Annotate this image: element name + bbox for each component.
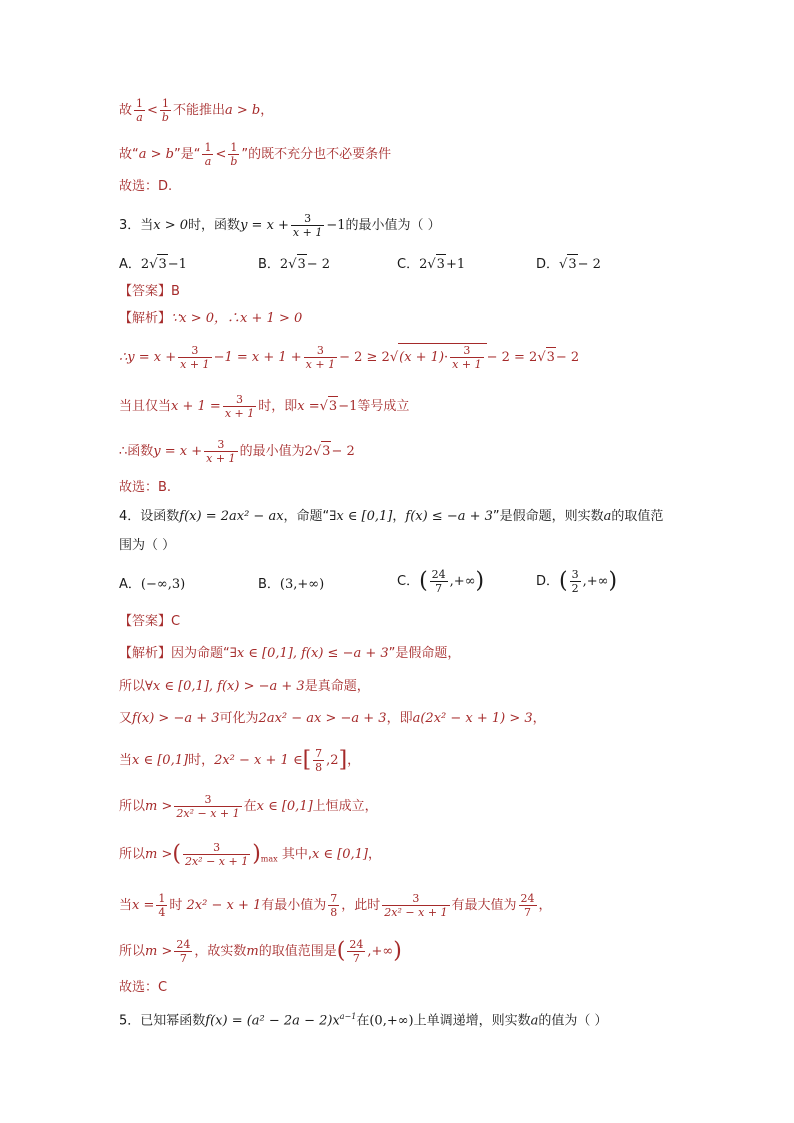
radicand: 3 bbox=[546, 347, 556, 368]
text: ， bbox=[347, 753, 361, 768]
option-a bbox=[119, 575, 185, 595]
text: 的值为（ ） bbox=[538, 1013, 608, 1029]
analysis-line bbox=[119, 343, 579, 371]
math: 2 bbox=[140, 257, 150, 272]
symbol: √ bbox=[559, 257, 568, 272]
numerator: 3 bbox=[213, 841, 221, 854]
math: x ∈ [0,1] bbox=[256, 799, 313, 814]
denominator: 7 bbox=[174, 951, 192, 965]
symbol: √ bbox=[537, 350, 546, 365]
option-label: D． bbox=[536, 574, 560, 589]
option-a bbox=[119, 254, 187, 275]
symbol: √ bbox=[319, 399, 328, 414]
math: 2 bbox=[279, 257, 289, 272]
math: ,+∞ bbox=[449, 574, 476, 589]
fraction bbox=[450, 344, 483, 371]
analysis-line bbox=[119, 644, 460, 664]
radicand: 3 bbox=[436, 254, 446, 275]
math: −1 = x + 1 + bbox=[213, 350, 302, 365]
numerator: 1 bbox=[161, 97, 169, 110]
text: 4．设函数 bbox=[119, 509, 180, 524]
text: 的取值范 bbox=[611, 509, 664, 524]
denominator: a bbox=[202, 154, 213, 168]
math: ,2 bbox=[326, 753, 339, 768]
fraction bbox=[382, 892, 449, 919]
math: (x + 1) bbox=[399, 350, 445, 365]
question-3-stem bbox=[119, 212, 441, 239]
math: m > bbox=[145, 847, 173, 862]
math: − 2 bbox=[555, 350, 580, 365]
text: 所以 bbox=[119, 847, 146, 862]
option-d: D．( $\frac{3}{2}$ ,+∞) bbox=[536, 568, 618, 595]
analysis-line bbox=[119, 677, 370, 697]
text: 3．当 bbox=[119, 218, 154, 233]
text-line bbox=[119, 141, 391, 168]
text: ， bbox=[538, 898, 552, 913]
text-line: 故选：B. bbox=[119, 480, 172, 495]
analysis-label: 【解析】 bbox=[119, 311, 172, 326]
text: 上恒成立， bbox=[312, 799, 378, 814]
math: ∃x ∈ [0,1], f(x) ≤ −a + 3 bbox=[229, 646, 389, 661]
analysis-line bbox=[119, 709, 546, 729]
fraction bbox=[304, 344, 337, 371]
math: x ∈ [0,1] bbox=[132, 753, 189, 768]
text: ”是假命题，则实数 bbox=[492, 509, 604, 524]
fraction bbox=[174, 938, 192, 965]
math: −1 bbox=[167, 257, 187, 272]
denominator: b bbox=[230, 155, 238, 168]
option-c: C．( $\frac{24}{7}$ ,+∞) bbox=[397, 568, 485, 595]
text: ∴函数 bbox=[119, 444, 154, 459]
text: 故“ bbox=[119, 147, 139, 162]
text: ，命题“ bbox=[283, 509, 330, 524]
radicand: 3 bbox=[328, 396, 338, 417]
denominator: x + 1 bbox=[206, 452, 236, 465]
numerator: 7 bbox=[315, 747, 323, 760]
option-label: C． bbox=[397, 257, 420, 272]
numerator: 3 bbox=[412, 892, 420, 905]
analysis-line bbox=[119, 793, 378, 820]
superscript: a−1 bbox=[339, 1012, 357, 1021]
option-label: B． bbox=[258, 577, 280, 592]
text-line: 故选：C bbox=[119, 980, 168, 995]
numerator: 1 bbox=[158, 892, 166, 905]
text: 不能推出 bbox=[172, 103, 225, 118]
numerator: 3 bbox=[217, 438, 225, 451]
text: 其中, bbox=[281, 847, 312, 862]
text: 可化为 bbox=[219, 711, 259, 726]
math: a > b bbox=[224, 103, 261, 118]
denominator: x + 1 bbox=[180, 358, 210, 371]
denominator: 8 bbox=[315, 761, 323, 774]
numerator: 24 bbox=[431, 568, 446, 581]
math: − 2 = 2 bbox=[486, 350, 538, 365]
option-label: B． bbox=[258, 257, 280, 272]
math: (−∞,3) bbox=[140, 577, 186, 592]
radicand: 3 bbox=[321, 441, 331, 462]
analysis-line bbox=[119, 309, 302, 329]
fraction bbox=[223, 393, 256, 420]
math: ,+∞ bbox=[367, 944, 394, 959]
text: ”是假命题， bbox=[388, 646, 461, 661]
math: a > b bbox=[138, 147, 174, 162]
fraction bbox=[160, 97, 171, 124]
math: ∃x ∈ [0,1] bbox=[329, 509, 393, 524]
text: 时， bbox=[188, 753, 215, 768]
question-4-stem bbox=[119, 507, 663, 527]
symbol: √ bbox=[389, 350, 399, 365]
math: y = x + bbox=[153, 444, 203, 459]
math: f(x) = 2ax² − ax bbox=[179, 509, 284, 524]
symbol: < bbox=[215, 147, 227, 162]
analysis-line: 所以m >( $\frac{3}{\text{2x² − x + 1}}$ )$_{max}$ 其中,x ∈ [0,1]， bbox=[119, 841, 382, 868]
denominator: x + 1 bbox=[452, 358, 482, 371]
denominator: 8 bbox=[330, 906, 338, 919]
numerator: 3 bbox=[191, 344, 199, 357]
text: 当且仅当 bbox=[119, 399, 172, 414]
math: ∀x ∈ [0,1], f(x) > −a + 3 bbox=[145, 679, 305, 694]
fraction bbox=[519, 892, 537, 919]
text: 所以 bbox=[119, 799, 146, 814]
text: 当 bbox=[119, 753, 133, 768]
text: 又 bbox=[119, 711, 133, 726]
option-label: D． bbox=[536, 257, 560, 272]
numerator: 1 bbox=[204, 141, 212, 154]
text-line: 故选：D. bbox=[119, 179, 173, 194]
text: ”的既不充分也不必要条件 bbox=[241, 147, 392, 162]
text-line bbox=[119, 97, 273, 124]
option-label: A． bbox=[119, 257, 141, 272]
analysis-line: 当x ∈ [0,1]时，2x² − x + 1 ∈[ $\frac{7}{8}$ ,2]， bbox=[119, 747, 361, 774]
math: x + 1 = bbox=[171, 399, 221, 414]
option-label: C． bbox=[397, 574, 420, 589]
numerator: 3 bbox=[571, 568, 579, 581]
option-b bbox=[258, 254, 330, 275]
math: −1 bbox=[338, 399, 358, 414]
option-b bbox=[258, 575, 324, 595]
numerator: 1 bbox=[136, 97, 144, 110]
denominator: b bbox=[161, 111, 169, 124]
text: ， bbox=[392, 509, 406, 524]
fraction bbox=[174, 793, 241, 820]
text: ， bbox=[368, 847, 382, 862]
math: f(x) = (a² − 2a − 2)x bbox=[205, 1013, 340, 1029]
denominator: 7 bbox=[430, 581, 448, 595]
math: x = bbox=[132, 898, 155, 913]
symbol: · bbox=[444, 350, 449, 365]
symbol: √ bbox=[149, 257, 158, 272]
math: 2x² − x + 1 ∈ bbox=[214, 753, 303, 768]
text: ， bbox=[532, 711, 546, 726]
denominator: 2x² − x + 1 bbox=[184, 855, 249, 868]
math: x > 0 bbox=[153, 218, 189, 233]
math: a(2x² − x + 1) > 3 bbox=[412, 711, 533, 726]
symbol: √ bbox=[427, 257, 436, 272]
text: ，故实数 bbox=[194, 944, 247, 959]
text: 所以 bbox=[119, 679, 146, 694]
math: − 2 bbox=[306, 257, 331, 272]
text: 有最小值为 bbox=[261, 898, 327, 913]
fraction bbox=[202, 141, 213, 168]
denominator: x + 1 bbox=[305, 358, 336, 371]
radicand: 3 bbox=[157, 254, 167, 275]
radicand bbox=[398, 343, 486, 371]
math: − 2 ≥ 2 bbox=[339, 350, 390, 365]
denominator: 7 bbox=[347, 951, 365, 965]
answer-label: 【答案】B bbox=[119, 284, 180, 299]
fraction bbox=[347, 938, 365, 965]
math: 2 bbox=[419, 257, 428, 272]
fraction bbox=[183, 841, 250, 868]
symbol: < bbox=[147, 103, 158, 118]
numerator: 7 bbox=[330, 892, 338, 905]
text: 时 bbox=[169, 898, 183, 913]
text: ， bbox=[260, 103, 274, 118]
analysis-line bbox=[119, 393, 409, 420]
math: (0,+∞) bbox=[369, 1013, 414, 1029]
radicand: 3 bbox=[297, 254, 307, 275]
text: 有最大值为 bbox=[451, 898, 517, 913]
math: − 2 bbox=[577, 257, 601, 272]
symbol: √ bbox=[312, 444, 322, 459]
text: ”是“ bbox=[173, 147, 201, 162]
fraction bbox=[430, 568, 448, 595]
numerator: 24 bbox=[349, 938, 364, 951]
text: 在 bbox=[356, 1013, 370, 1029]
denominator: 2 bbox=[571, 582, 579, 595]
analysis-line: 所以m > $\frac{24}{7}$ ，故实数m的取值范围是( $\frac{24}{7}$ ,+∞) bbox=[119, 938, 402, 965]
text: 等号成立 bbox=[357, 399, 410, 414]
numerator: 24 bbox=[176, 938, 191, 951]
option-label: A． bbox=[119, 577, 141, 592]
numerator: 3 bbox=[304, 212, 312, 225]
fraction bbox=[178, 344, 211, 371]
fraction bbox=[156, 892, 167, 919]
math: m > bbox=[145, 799, 173, 814]
numerator: 1 bbox=[230, 141, 238, 154]
math: (3,+∞) bbox=[279, 577, 325, 592]
question-4-stem-cont: 围为（ ） bbox=[119, 538, 176, 553]
text: 当 bbox=[119, 898, 133, 913]
denominator: 2x² − x + 1 bbox=[384, 906, 448, 919]
math: x = bbox=[297, 399, 320, 414]
analysis-line bbox=[119, 892, 552, 919]
text: 的最小值为 bbox=[239, 444, 305, 459]
numerator: 3 bbox=[316, 344, 324, 357]
fraction bbox=[228, 141, 239, 168]
math: −1 bbox=[326, 218, 346, 233]
math: ∵x > 0，∴x + 1 > 0 bbox=[171, 311, 303, 326]
text: 的取值范围是 bbox=[258, 944, 337, 959]
text: 故 bbox=[119, 103, 133, 118]
numerator: 3 bbox=[236, 393, 244, 406]
math: y = x + bbox=[240, 218, 289, 233]
math: 2x² − x + 1 bbox=[186, 898, 262, 913]
math: m > bbox=[145, 944, 173, 959]
option-c bbox=[397, 254, 465, 275]
text: ，即 bbox=[386, 711, 413, 726]
text: 在 bbox=[243, 799, 257, 814]
math: +1 bbox=[445, 257, 466, 272]
denominator: 7 bbox=[519, 905, 537, 919]
analysis-line bbox=[119, 438, 355, 465]
math: 2 bbox=[304, 444, 313, 459]
math: ∴y = x + bbox=[119, 350, 177, 365]
numerator: 3 bbox=[204, 793, 212, 806]
text: ，此时 bbox=[341, 898, 381, 913]
math: f(x) ≤ −a + 3 bbox=[405, 509, 493, 524]
denominator: 4 bbox=[158, 906, 166, 919]
fraction bbox=[570, 568, 581, 595]
math: ,+∞ bbox=[582, 574, 609, 589]
fraction bbox=[204, 438, 237, 465]
subscript: max bbox=[260, 854, 278, 864]
math: a bbox=[530, 1013, 539, 1029]
text: 上单调递增，则实数 bbox=[413, 1013, 531, 1029]
fraction bbox=[328, 892, 339, 919]
denominator: x + 1 bbox=[224, 407, 255, 420]
fraction bbox=[313, 747, 324, 774]
fraction bbox=[134, 97, 145, 124]
math: f(x) > −a + 3 bbox=[132, 711, 220, 726]
math: 2ax² − ax > −a + 3 bbox=[258, 711, 387, 726]
math: m bbox=[246, 944, 259, 959]
answer-label: 【答案】C bbox=[119, 614, 181, 629]
denominator: x + 1 bbox=[292, 226, 323, 239]
text: 的最小值为（ ） bbox=[345, 218, 441, 233]
denominator: 2x² − x + 1 bbox=[176, 807, 240, 820]
question-5-stem bbox=[119, 1007, 608, 1031]
numerator: 24 bbox=[520, 892, 535, 905]
radicand: 3 bbox=[567, 254, 577, 275]
text: 时，即 bbox=[258, 399, 298, 414]
text: 时，函数 bbox=[188, 218, 241, 233]
text: 所以 bbox=[119, 944, 146, 959]
option-d bbox=[536, 254, 601, 275]
text: 5．已知幂函数 bbox=[119, 1013, 206, 1029]
numerator: 3 bbox=[463, 344, 471, 357]
fraction bbox=[291, 212, 324, 239]
math: − 2 bbox=[331, 444, 355, 459]
denominator: a bbox=[134, 110, 145, 124]
text: 是真命题， bbox=[304, 679, 370, 694]
text: 因为命题“ bbox=[171, 646, 230, 661]
math: x ∈ [0,1] bbox=[311, 847, 368, 862]
math: a bbox=[603, 509, 612, 524]
symbol: √ bbox=[288, 257, 297, 272]
analysis-label: 【解析】 bbox=[119, 646, 172, 661]
